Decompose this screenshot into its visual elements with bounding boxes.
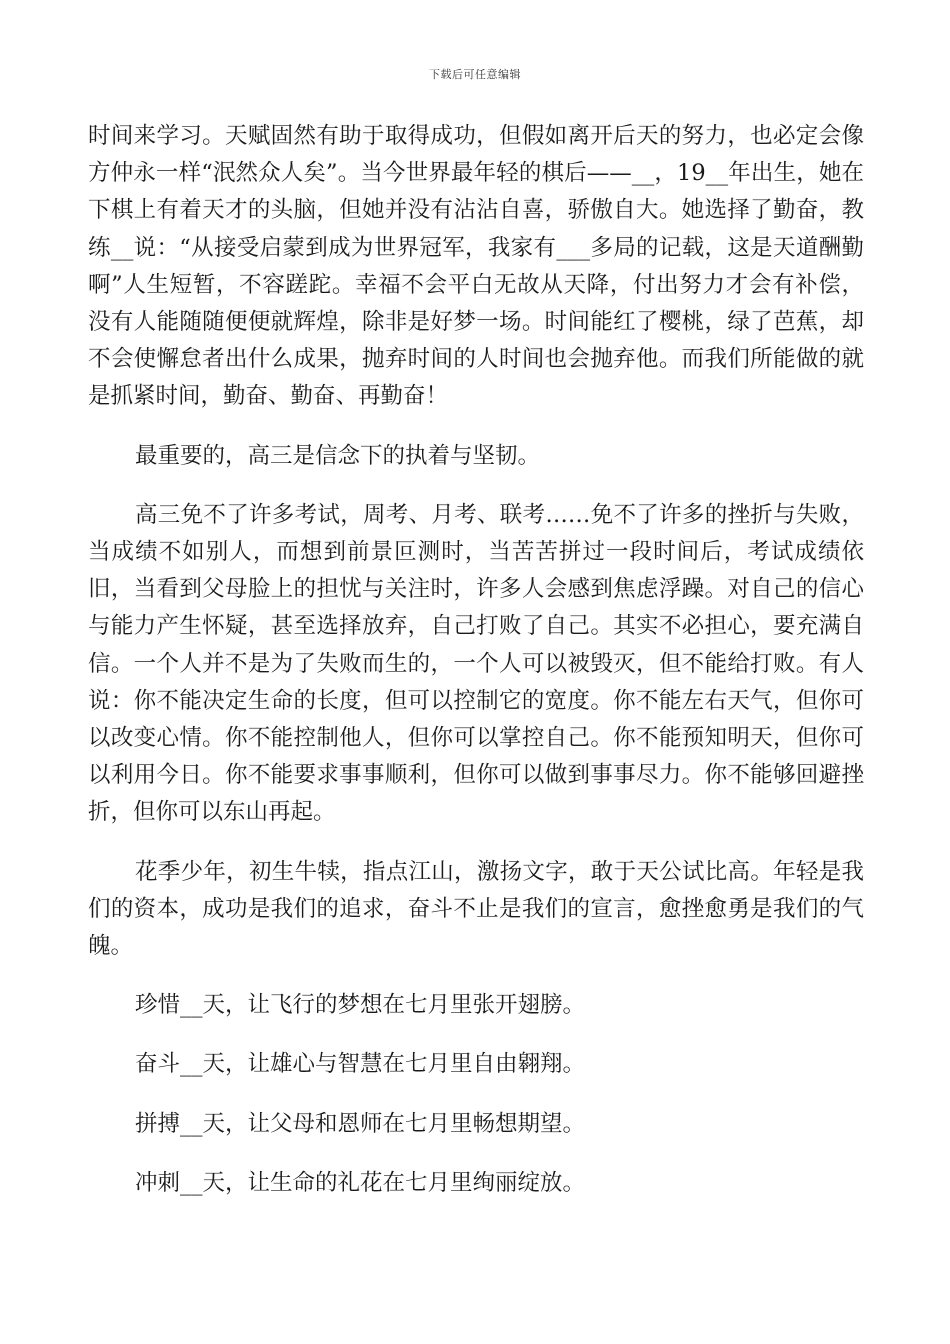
paragraph-cherish: 珍惜__天，让飞行的梦想在七月里张开翅膀。 <box>135 992 586 1019</box>
paragraph-strive: 奋斗__天，让雄心与智慧在七月里自由翱翔。 <box>135 1051 586 1078</box>
page-header: 下载后可任意编辑 <box>429 68 521 81</box>
paragraph-sprint: 冲刺__天，让生命的礼花在七月里绚丽绽放。 <box>135 1169 586 1196</box>
document-body <box>88 118 864 1202</box>
paragraph-study-time: 时间来学习。天赋固然有助于取得成功，但假如离开后天的努力，也必定会像方仲永一样“泯然众人矣”。当今世界最年轻的棋后——__，19__年出生，她在下棋上有着天才的头脑，但她并没有沾沾自喜，骄傲自大。她选择了勤奋，教练__说：“从接受启蒙到成为世界冠军，我家有___多局的记载，这是天道酬勤啊”人生短暂，不容蹉跎。幸福不会平白无故从天降，付出努力才会有补偿，没有人能随随便便就辉煌，除非是好梦一场。时间能红了樱桃，绿了芭蕉，却不会使懈怠者出什么成果，抛弃时间的人时间也会抛弃他。而我们所能做的就是抓紧时间，勤奋、勤奋、再勤奋！ <box>88 123 864 410</box>
paragraph-fight: 拼搏__天，让父母和恩师在七月里畅想期望。 <box>135 1110 586 1137</box>
paragraph-youth: 花季少年，初生牛犊，指点江山，激扬文字，敢于天公试比高。年轻是我们的资本，成功是我们的追求，奋斗不止是我们的宣言，愈挫愈勇是我们的气魄。 <box>88 858 864 960</box>
paragraph-belief: 最重要的，高三是信念下的执着与坚韧。 <box>135 442 541 469</box>
paragraph-exams: 高三免不了许多考试，周考、月考、联考……免不了许多的挫折与失败，当成绩不如别人，而想到前景叵测时，当苦苦拼过一段时间后，考试成绩依旧，当看到父母脸上的担忧与关注时，许多人会感到焦虑浮躁。对自己的信心与能力产生怀疑，甚至选择放弃，自己打败了自己。其实不必担心，要充满自信。一个人并不是为了失败而生的，一个人可以被毁灭，但不能给打败。有人说：你不能决定生命的长度，但可以控制它的宽度。你不能左右天气，但你可以改变心情。你不能控制他人，但你可以掌控自己。你不能预知明天，但你可以利用今日。你不能要求事事顺利，但你可以做到事事尽力。你不能够回避挫折，但你可以东山再起。 <box>88 501 864 826</box>
